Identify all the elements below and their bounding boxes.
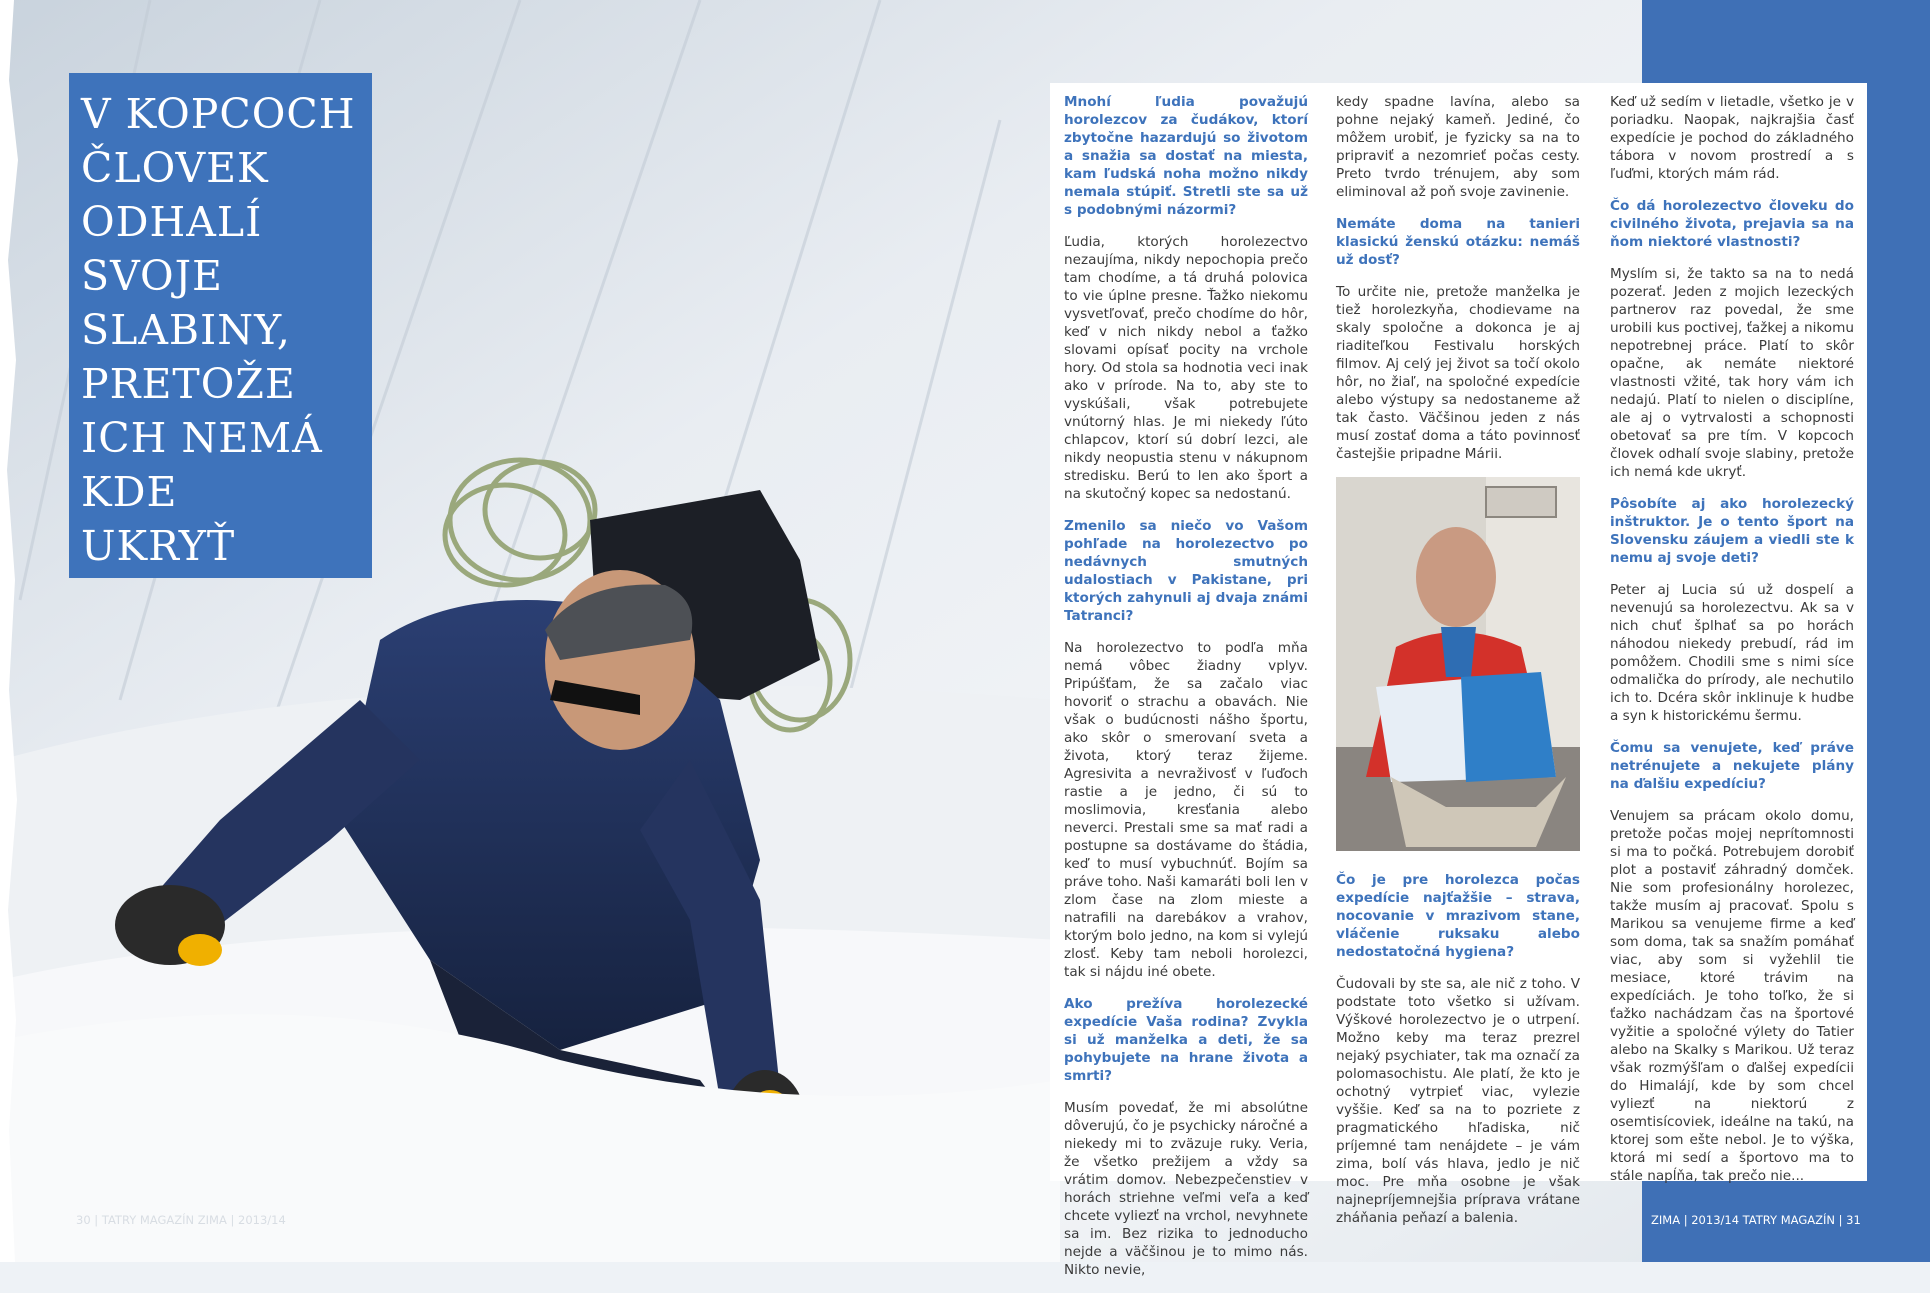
interview-answer: kedy spadne lavína, alebo sa pohne nejaký kameň. Jediné, čo môžem urobiť, je fyzicky sa na to pripraviť a nezomrieť počas cesty. Preto tvrdo trénujem, aby som eliminoval až poň svoje zavinenie. xyxy=(1336,94,1580,200)
interview-question: Čomu sa venujete, keď práve netrénujete a nekujete plány na ďalšiu expedíciu? xyxy=(1610,740,1854,792)
headline-box xyxy=(69,73,372,578)
interview-answer: Keď už sedím v lietadle, všetko je v poriadku. Naopak, najkrajšia časť expedície je pochod do základného tábora v novom prostredí a s ľuďmi, ktorých mám rád. xyxy=(1610,94,1854,182)
headline-line: PRETOŽE xyxy=(81,360,296,408)
interview-answer: Musím povedať, že mi absolútne dôverujú, čo je psychicky náročné a niekedy mi to zväzuje ruky. Veria, že všetko prežijem a vždy sa vrátim domov. Nebezpečenstiev v horách striehne veľmi veľa a keď chcete vyliezť na vrchol, nevyhnete sa im. Bez rizika to jednoducho nejde a väčšinou je to mimo nás. Nikto nevie, xyxy=(1064,1100,1308,1278)
interview-question: Čo je pre horolezca počas expedície najťažšie – strava, nocovanie v mrazivom stane, vláčenie ruksaku alebo nedostatočná hygiena? xyxy=(1336,872,1580,960)
article-column-2 xyxy=(1336,93,1580,1241)
headline-line: SVOJE xyxy=(81,252,223,300)
page-footer-right: ZIMA | 2013/14 TATRY MAGAZÍN | 31 xyxy=(1651,1213,1861,1227)
interview-answer: Na horolezectvo to podľa mňa nemá vôbec žiadny vplyv. Pripúšťam, že sa začalo viac hovoriť o strachu a obavách. Nie však o budúcnosti nášho športu, ako skôr o smerovaní sveta a života, ktorý teraz žijeme. Agresivita a nevraživosť v ľuďoch rastie a je jedno, či sú to moslimovia, kresťania alebo neverci. Prestali sme sa mať radi a postupne sa dostávame do štádia, keď to musí vybuchnúť. Bojím sa práve toho. Naši kamaráti boli len v zlom čase na zlom mieste a natrafili na darebákov a vrahov, ktorým bolo jedno, na kom si vylejú zlosť. Keby tam neboli horolezci, tak si nájdu iné obete. xyxy=(1064,640,1308,980)
interview-answer: Peter aj Lucia sú už dospelí a nevenujú sa horolezectvu. Ak sa v nich chuť šplhať sa po horách náhodou niekedy prebudí, rád im pomôžem. Chodili sme s nimi síce odmalička do prírody, ale nechutilo ich to. Dcéra skôr inklinuje k hudbe a syn k historickému šermu. xyxy=(1610,582,1854,724)
article-column-1 xyxy=(1064,93,1308,1293)
interview-question: Zmenilo sa niečo vo Vašom pohľade na horolezectvo po nedávnych smutných udalostiach v Pakistane, pri ktorých zahynuli aj dvaja známi Tatranci? xyxy=(1064,518,1308,624)
headline-line: ICH NEMÁ xyxy=(81,414,323,462)
interview-answer: To určite nie, pretože manželka je tiež horolezkyňa, chodievame na skaly spoločne a dokonca je aj riaditeľkou Festivalu horských filmov. Aj celý jej život sa točí okolo hôr, no žiaľ, na spoločné expedície alebo výstupy sa nedostaneme až tak často. Väčšinou jeden z nás musí zostať doma a táto povinnosť častejšie pripadne Márii. xyxy=(1336,284,1580,462)
interview-answer: Myslím si, že takto sa na to nedá pozerať. Jeden z mojich lezeckých partnerov raz povedal, že sme urobili kus poctivej, ťažkej a nikomu nepotrebnej práce. Platí to skôr opačne, ak nemáte niektoré vlastnosti vžité, tak hory vám ich nedajú. Platí to nielen o disciplíne, ale aj o vytrvalosti a schopnosti obetovať sa pre tím. V kopcoch človek odhalí svoje slabiny, pretože ich nemá kde ukryť. xyxy=(1610,266,1854,480)
interview-question: Čo dá horolezectvo človeku do civilného života, prejavia sa na ňom niektoré vlastnosti? xyxy=(1610,198,1854,250)
headline-line: KDE xyxy=(81,468,178,516)
interview-answer: Ľudia, ktorých horolezectvo nezaujíma, nikdy nepochopia prečo tam chodíme, a tá druhá polovica to vie úplne presne. Ťažko niekomu vysvetľovať, prečo chodíme do hôr, keď v nich nikdy nebol a ťažko slovami opísať pocity na vrchole hory. Od stola sa hodnotia veci inak ako v prírode. Na to, aby ste to vyskúšali, však potrebujete vnútorný hlas. Je mi niekedy ľúto chlapcov, ktorí sú dobrí lezci, ale nikdy neopustia stenu v nákupnom stredisku. Berú to len ako šport a na skutočný kopec sa nedostanú. xyxy=(1064,234,1308,502)
page-footer-left: 30 | TATRY MAGAZÍN ZIMA | 2013/14 xyxy=(76,1213,286,1227)
interview-question: Mnohí ľudia považujú horolezcov za čudákov, ktorí zbytočne hazardujú so životom a snažia sa dostať na miesta, kam ľudská noha možno nikdy nemala stúpiť. Stretli ste sa už s podobnými názormi? xyxy=(1064,94,1308,218)
interview-answer: Venujem sa prácam okolo domu, pretože počas mojej neprítomnosti si ma to počká. Potrebujem dorobiť plot a postaviť záhradný domček. Nie som profesionálny horolezec, takže musím aj pracovať. Spolu s Marikou sa venujeme firme a keď som doma, tak sa snažím pomáhať viac, aby som si vyžehlil tie mesiace, ktoré trávim na expedíciách. Je toho toľko, že si ťažko nachádzam čas na športové vyžitie a spoločné výlety do Tatier alebo na Skalky s Marikou. Už teraz však rozmýšľam o ďalšej expedícii do Himalájí, kde by som chcel vyliezť na niektorú z osemtisícoviek, ideálne na takú, na ktorej som ešte nebol. Je to výška, ktorá mi sedí a športovo ma to stále napĺňa, tak prečo nie... xyxy=(1610,808,1854,1184)
headline-line: SLABINY, xyxy=(81,306,291,354)
interview-question: Pôsobíte aj ako horolezecký inštruktor. Je o tento šport na Slovensku záujem a viedli ste k nemu aj svoje deti? xyxy=(1610,496,1854,566)
interview-question: Nemáte doma na tanieri klasickú ženskú otázku: nemáš už dosť? xyxy=(1336,216,1580,268)
headline-line: ODHALÍ xyxy=(81,198,263,246)
interview-question: Ako prežíva horolezecké expedície Vaša rodina? Zvykla si už manželka a deti, že sa pohybujete na hrane života a smrti? xyxy=(1064,996,1308,1084)
headline xyxy=(69,73,372,573)
portrait-photo xyxy=(1336,477,1580,851)
headline-line: V KOPCOCH xyxy=(81,90,356,138)
headline-line: UKRYŤ xyxy=(81,522,236,570)
article-column-3 xyxy=(1610,93,1854,1199)
headline-line: ČLOVEK xyxy=(81,144,269,192)
interview-answer: Čudovali by ste sa, ale nič z toho. V podstate toto všetko si užívam. Výškové horolezectvo je o utrpení. Možno keby ma teraz prezrel nejaký psychiater, tak ma označí za polomasochistu. Ale platí, že kto je ochotný vytrpieť viac, vylezie vyššie. Keď sa na to pozriete z pragmatického hľadiska, nič príjemné tam nenájdete – je vám zima, bolí vás hlava, jedlo je nič moc. Pre mňa osobne je však najnepríjemnejšia príprava vrátane zháňania peňazí a balenia. xyxy=(1336,976,1580,1226)
